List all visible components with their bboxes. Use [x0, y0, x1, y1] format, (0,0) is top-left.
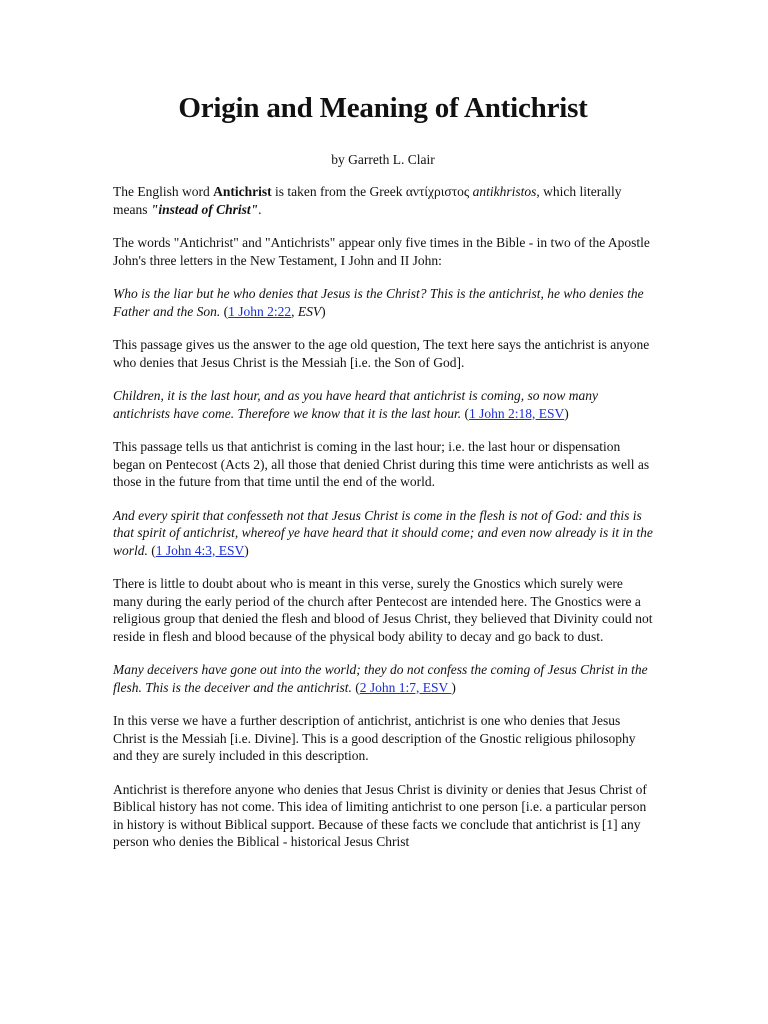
- paragraph-gnostics: There is little to doubt about who is meant in this verse, surely the Gnostics which surely were many during the early period of the church after Pentecost are intended here. The Gnostics were a religious group that denied the flesh and blood of Jesus Christ, they believed that Divinity could not reside in flesh and blood because of the physical body ability to decay and go back to dust.: [113, 576, 653, 644]
- scripture-quote-1: [113, 285, 653, 320]
- meaning-emphasis: "instead of Christ": [150, 201, 259, 217]
- paragraph-explanation-3: In this verse we have a further description of antichrist, antichrist is one who denies that Jesus Christ is the Messiah [i.e. Divine]. This is a good description of the Gnostic religious philosophy and they are surely included in this description.: [113, 713, 636, 763]
- quote-text: And every spirit that confesseth not that Jesus Christ is come in the flesh is not of God: and this is that spirit of antichrist, whereof ye have heard that it should come; and even now already is it in the world.: [113, 507, 653, 558]
- author-byline: by Garreth L. Clair: [331, 152, 435, 167]
- scripture-quote-2: [113, 387, 653, 422]
- transliteration: antikhristos: [472, 184, 537, 199]
- intro-text: .: [258, 201, 262, 217]
- term-antichrist: Antichrist: [213, 184, 272, 199]
- quote-text: Children, it is the last hour, and as you have heard that antichrist is coming, so now many antichrists have come. Therefore we know that it is the last hour.: [113, 388, 598, 421]
- quote-text: Many deceivers have gone out into the world; they do not confess the coming of Jesus Christ in the flesh. This is the deceiver and the antichrist.: [113, 662, 648, 695]
- page-title: Origin and Meaning of Antichrist: [178, 92, 588, 124]
- paragraph-explanation-2: This passage tells us that antichrist is coming in the last hour; i.e. the last hour or dispensation began on Pentecost (Acts 2), all those that denied Christ during this time were antichrists as well as those in the future from that time until the end of the world.: [113, 439, 650, 489]
- intro-text: , which literally means: [113, 184, 622, 217]
- intro-text: The English word: [113, 184, 214, 199]
- scripture-link-2-john-1-7[interactable]: 2 John 1:7, ESV: [359, 679, 452, 695]
- greek-word: αντίχριστος: [405, 184, 470, 199]
- scripture-link-1-john-4-3[interactable]: 1 John 4:3, ESV: [155, 542, 245, 558]
- version-label: ESV: [297, 303, 322, 319]
- quote-reference: (1 John 2:22, ESV): [223, 303, 326, 319]
- paragraph-occurrences: The words "Antichrist" and "Antichrists" appear only five times in the Bible - in two of the Apostle John's three letters in the New Testament, I John and II John:: [113, 235, 650, 268]
- quote-reference: (1 John 2:18, ESV): [464, 405, 569, 421]
- intro-text: is taken from the Greek: [271, 184, 406, 199]
- scripture-link-1-john-2-18[interactable]: 1 John 2:18, ESV: [468, 405, 565, 421]
- paragraph-explanation-1: This passage gives us the answer to the age old question, The text here says the antichrist is anyone who denies that Jesus Christ is the Messiah [i.e. the Son of God].: [113, 337, 650, 370]
- document-page: [113, 88, 653, 867]
- quote-reference: (2 John 1:7, ESV ): [355, 679, 456, 695]
- quote-reference: (1 John 4:3, ESV): [151, 542, 249, 558]
- quote-text: Who is the liar but he who denies that Jesus is the Christ? This is the antichrist, he who denies the Father and the Son.: [113, 286, 644, 319]
- scripture-quote-4: [113, 661, 653, 696]
- paragraph-conclusion: Antichrist is therefore anyone who denies that Jesus Christ is divinity or denies that Jesus Christ of Biblical history has not come. This idea of limiting antichrist to one person [i.e. a particular person in history is without Biblical support. Because of these facts we conclude that antichrist is [1] any person who denies the Biblical - historical Jesus Christ: [113, 781, 647, 849]
- paragraph-intro: [113, 183, 653, 218]
- scripture-quote-3: [113, 507, 653, 560]
- scripture-link-1-john-2-22[interactable]: 1 John 2:22: [228, 303, 292, 319]
